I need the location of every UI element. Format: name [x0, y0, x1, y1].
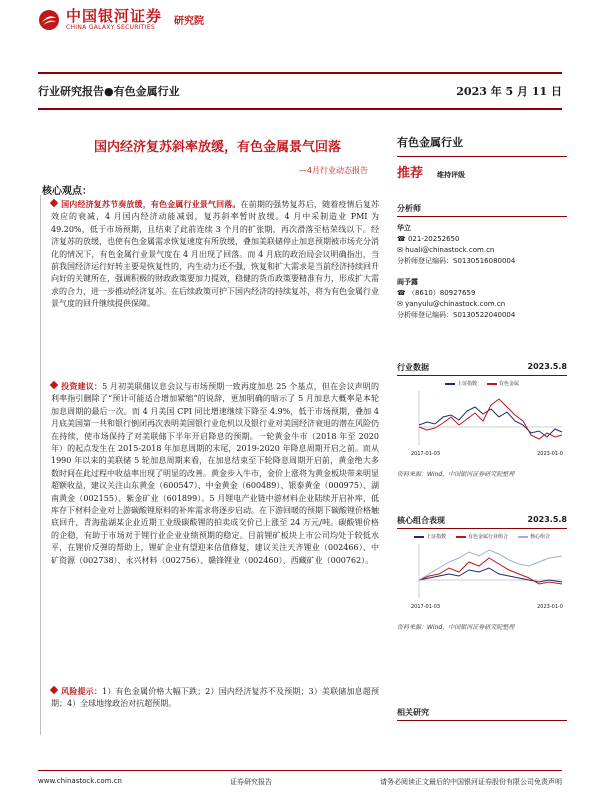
report-topbar: [38, 72, 562, 110]
industry-line-chart: [397, 387, 567, 453]
analyst-label: 分析师: [397, 203, 567, 217]
galaxy-logo-icon: [38, 9, 60, 31]
analyst-section: [397, 203, 567, 321]
report-category: 行业研究报告●有色金属行业: [38, 85, 180, 98]
paragraph-risk: [51, 685, 379, 711]
paragraph-outlook: [51, 198, 379, 311]
phone-icon: ☎: [397, 235, 408, 243]
x-axis-labels: 2017-01-03 2023-01-0: [411, 451, 563, 457]
analyst-name: 华立: [397, 224, 411, 232]
sidebar-industry: [397, 134, 567, 157]
chart-source: 资料来源：Wind，中国银河证券研究院整理: [397, 624, 515, 631]
core-portfolio-label: 核心组合表现: [397, 516, 445, 525]
industry-data-chart: [397, 362, 567, 478]
mail-icon: ✉: [397, 246, 406, 254]
main-content: [40, 195, 386, 735]
footer-disclaimer: 请务必阅读正文最后的中国银河证券股份有限公司免责声明: [379, 778, 562, 786]
chart-source: 资料来源：Wind，中国银河证券研究院整理: [397, 471, 515, 478]
mail-icon: ✉: [397, 300, 406, 308]
analyst-cert: 分析师登记编码：S0130522040004: [397, 311, 516, 319]
chart-legend: 上证指数 有色金属: [397, 380, 567, 387]
brand-logo: [38, 8, 204, 31]
paragraph-body: 1）有色金属价格大幅下跌；2）国内经济复苏不及预期；3）美联储加息超预期；4）全球地缘政治对抗超预期。: [51, 687, 379, 709]
paragraph-head: 风险提示：: [61, 686, 103, 696]
page-footer: [38, 770, 562, 787]
paragraph-head: 国内经济复苏节奏放缓，有色金属行业景气回落。: [61, 199, 241, 209]
bullet-icon: [50, 381, 58, 389]
report-subtitle: —4月行业动态报告: [298, 166, 368, 175]
related-research-label: 相关研究: [397, 707, 567, 721]
core-portfolio-line-chart: [397, 540, 567, 606]
analyst-name: 阎予露: [397, 278, 418, 286]
related-research: [397, 707, 567, 721]
paragraph-investment: [51, 380, 379, 567]
footer-url[interactable]: www.chinastock.com.cn: [38, 777, 122, 785]
paragraph-body: 在前期的强势复苏后，随着疫情后复苏效应的衰减，4 月国内经济动能减弱，复苏斜率暂时放缓。4 月中采制造业 PMI 为 49.20%，低于市场预期，且结束了此前连续 3 个月的扩张期，再次滑落至枯荣线以下。经济复苏的放缓，也使有色金属需求恢复速度有所放缓，叠加美联储停止加息预期被市场充分消化的情况下，有色金属行业景气度在 4 月出现了回落。而 4 月底的政治局会议明确指出，当前我国经济运行好转主要是恢复性的，内生动力还不强，恢复和扩大需求是当前经济持续回升向好的关键所在，强调积极的财政政策要加力提效，稳健的货币政策要精准有力，形成扩大需求的合力，进一步推动经济复苏。在后续政策可护下国内经济的持续复苏，将为有色金属行业景气度的回升继续提供保障。: [51, 200, 380, 309]
core-portfolio-chart: [397, 515, 567, 631]
analyst-phone: ☎ 021-20252650: [397, 235, 460, 243]
rating-value: 推荐: [397, 166, 424, 181]
paragraph-head: 投资建议：: [61, 381, 103, 391]
industry-data-date: 2023.5.8: [527, 362, 567, 371]
core-portfolio-date: 2023.5.8: [527, 515, 567, 524]
industry-data-label: 行业数据: [397, 363, 429, 372]
paragraph-body: 5 月初美联储议息会议与市场预期一致再度加息 25 个基点，但在会议声明的利率指引删除了“预计可能适合增加紧缩”的说辞，更加明确的暗示了 5 月加息大概率是本轮加息周期的最后一次。而 4 月美国 CPI 同比增速继续下降至 4.9%，低于市场预期，叠加 4 月底美国第一共和银行倒闭再次表明美国银行业危机以及银行业对美国经济衰退的潜在风险仍在持续，使市场保持了对美联储下半年开启降息的预期。一轮黄金牛市（2018 年至 2020 年）的起点发生在 2015-2018 年加息周期的末尾，2019-2020 年降息周期开启之前。而从 1990 年以来的美联储 5 轮加息周期来看，在加息结束至下轮降息周期开启前，黄金绝大多数时间在此过程中收益率出现了明显的改善。黄金步入牛市，金价上涨将为黄金板块带来明显超额收益，建议关注山东黄金（600547）、中金黄金（600489）、银泰黄金（000975）、湖南黄金（002155）、紫金矿业（601899）。5 月锂电产业链中游材料企业陆续开启补库，低库存下材料企业对上游碳酸锂原料的补库需求将逐步启动。在下游回暖的预期下碳酸锂价格触底回升，青海盐湖某企业近期工业级碳酸锂的拍卖成交价已上涨至 24 万元/吨。碳酸锂价格的企稳，有助于市场对于锂行业企业业绩预期的稳定。目前锂矿板块上市公司均处于较低水平，在锂价反弹的帮助上，锂矿企业有望迎来估值修复，建议关注天齐锂业（002466）、中矿资源（002738）、永兴材料（002756）、赣锋锂业（002460）、西藏矿业（000762）。: [51, 382, 379, 565]
divider: [397, 156, 567, 157]
rating-block: [397, 162, 567, 181]
logo-name-cn: 中国银河证券: [66, 7, 163, 25]
bullet-icon: [50, 199, 58, 207]
industry-data-header: [397, 362, 567, 376]
logo-name-en: CHINA GALAXY SECURITIES: [66, 24, 156, 31]
chart-legend: 上证指数 有色金属行业组合 核心组合: [397, 533, 567, 540]
report-date: 2023 年 5 月 11 日: [456, 85, 562, 98]
bullet-icon: [50, 686, 58, 694]
report-title: 国内经济复苏斜率放缓，有色金属景气回落: [93, 140, 341, 155]
x-axis-labels: 2017-01-03 2023-01-0: [411, 604, 563, 610]
footer-center: 证券研究报告: [229, 778, 272, 786]
analyst-email[interactable]: ✉ yanyulu@chinastock.com.cn: [397, 300, 506, 308]
core-portfolio-header: [397, 515, 567, 529]
industry-name: 有色金属行业: [397, 136, 463, 149]
phone-icon: ☎: [397, 289, 408, 297]
analyst-cert: 分析师登记编码：S0130516080004: [397, 257, 516, 265]
analyst-email[interactable]: ✉ huali@chinastock.com.cn: [397, 246, 495, 254]
analyst-phone: ☎ （8610）80927659: [397, 289, 476, 297]
institute-label: 研究院: [174, 16, 205, 27]
rating-note: 维持评级: [437, 171, 466, 179]
core-viewpoint-label: 核心观点：: [42, 186, 92, 197]
